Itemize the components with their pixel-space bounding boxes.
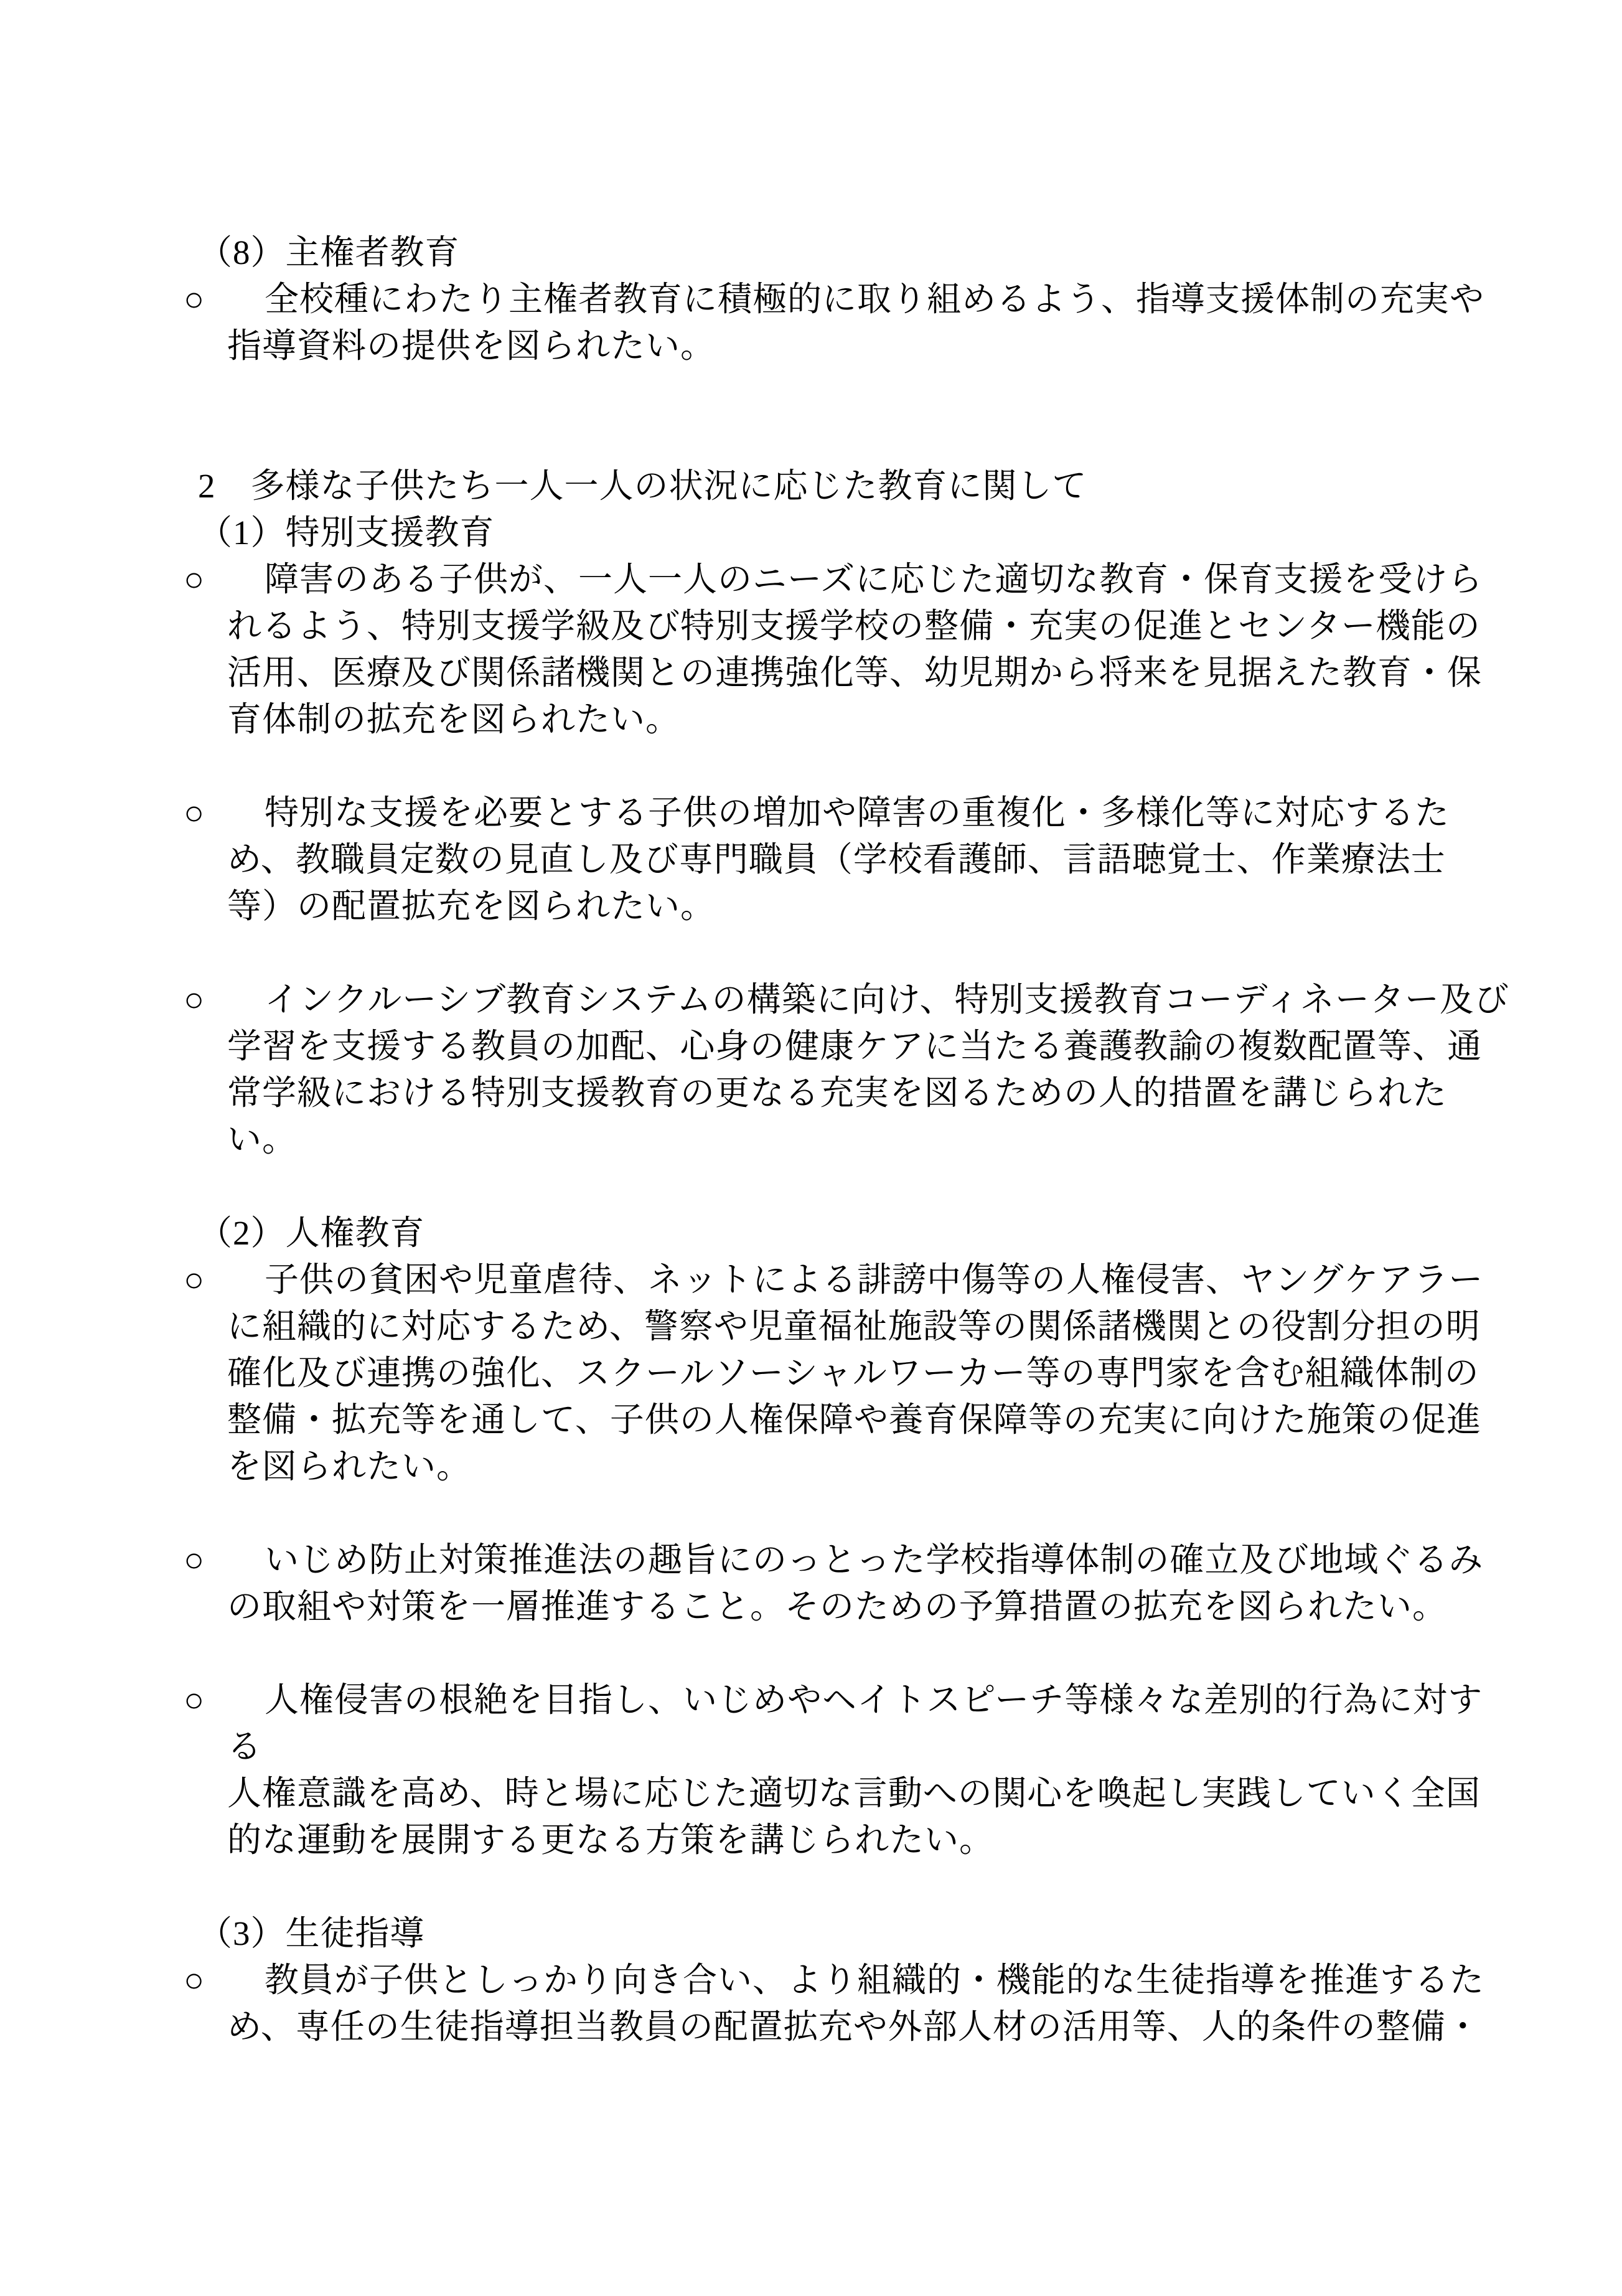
bullet-paragraph-line [0,1256,1622,1303]
paragraph-text: 障害のある子供が、一人一人のニーズに応じた適切な教育・保育支援を受けら [265,560,1483,598]
paragraph-line: 的な運動を展開する更なる方策を講じられたい。 [227,1821,995,1859]
subsection-heading-1: （1）特別支援教育 [198,514,495,552]
blank-line [0,1630,1622,1677]
paragraph-line: 活用、医療及び関係諸機関との連携強化等、幼児期から将来を見据えた教育・保 [227,654,1483,692]
bullet-paragraph-line [0,976,1622,1023]
blank-line [0,1163,1622,1210]
paragraph-line: を図られたい。 [227,1447,472,1485]
section-heading-8: （8）主権者教育 [198,233,460,271]
paragraph-text: 特別な支援を必要とする子供の増加や障害の重複化・多様化等に対応するた [265,794,1450,832]
paragraph-line: 確化及び連携の強化、スクールソーシャルワーカー等の専門家を含む組織体制の [227,1354,1479,1392]
paragraph-line: 整備・拡充等を通して、子供の人権保障や養育保障等の充実に向けた施策の促進 [227,1401,1481,1439]
blank-line [0,416,1622,463]
paragraph-line: れるよう、特別支援学級及び特別支援学校の整備・充実の促進とセンター機能の [227,607,1481,645]
circle-bullet: ○ [184,1961,205,1999]
circle-bullet: ○ [184,1261,205,1299]
paragraph-line: 等）の配置拡充を図られたい。 [227,887,716,925]
paragraph-text: 教員が子供としっかり向き合い、より組織的・機能的な生徒指導を推進するた [265,1961,1485,1999]
blank-line [0,929,1622,976]
bullet-paragraph-line [0,789,1622,836]
paragraph-line: め、専任の生徒指導担当教員の配置拡充や外部人材の活用等、人的条件の整備・ [227,2008,1481,2046]
circle-bullet: ○ [184,1541,205,1579]
blank-line [0,369,1622,416]
circle-bullet: ○ [184,560,205,598]
paragraph-line: い。 [227,1121,298,1159]
paragraph-line: 育体制の拡充を図られたい。 [227,700,681,738]
circle-bullet: ○ [184,794,205,832]
paragraph-text: 全校種にわたり主権者教育に積極的に取り組めるよう、指導支援体制の充実や [265,280,1485,318]
subsection-heading-3: （3）生徒指導 [198,1914,425,1952]
circle-bullet: ○ [184,1681,205,1719]
paragraph-line: に組織的に対応するため、警察や児童福祉施設等の関係諸機関との役割分担の明 [227,1307,1481,1345]
paragraph-line: め、教職員定数の見直し及び専門職員（学校看護師、言語聴覚士、作業療法士 [227,840,1446,878]
bullet-paragraph-line [0,276,1622,322]
circle-bullet: ○ [184,981,205,1019]
paragraph-line: 指導資料の提供を図られたい。 [227,327,716,365]
subsection-heading-2: （2）人権教育 [198,1214,425,1252]
bullet-paragraph-line [0,1677,1622,1723]
bullet-paragraph-line [0,1957,1622,2003]
circle-bullet: ○ [184,280,205,318]
section-heading-2: 2 多様な子供たち一人一人の状況に応じた教育に関して [198,467,1087,505]
paragraph-line: 学習を支援する教員の加配、心身の健康ケアに当たる養護教諭の複数配置等、通 [227,1027,1483,1065]
paragraph-text: いじめ防止対策推進法の趣旨にのっとった学校指導体制の確立及び地域ぐるみ [265,1541,1484,1579]
blank-line [0,1863,1622,1910]
paragraph-line: の取組や対策を一層推進すること。そのための予算措置の拡充を図られたい。 [227,1588,1448,1626]
paragraph-line: 常学級における特別支援教育の更なる充実を図るための人的措置を講じられた [227,1074,1448,1112]
blank-line [0,1490,1622,1536]
paragraph-line: る [227,1728,263,1766]
blank-line [0,743,1622,789]
bullet-paragraph-line [0,1536,1622,1583]
paragraph-text: インクルーシブ教育システムの構築に向け、特別支援教育コーディネーター及び [265,981,1510,1019]
paragraph-text: 人権侵害の根絶を目指し、いじめやヘイトスピーチ等様々な差別的行為に対す [265,1681,1483,1719]
paragraph-line: 人権意識を高め、時と場に応じた適切な言動への関心を喚起し実践していく全国 [227,1774,1481,1812]
bullet-paragraph-line [0,556,1622,603]
paragraph-text: 子供の貧困や児童虐待、ネットによる誹謗中傷等の人権侵害、ヤングケアラー [265,1261,1484,1299]
document-content [0,229,1622,2050]
